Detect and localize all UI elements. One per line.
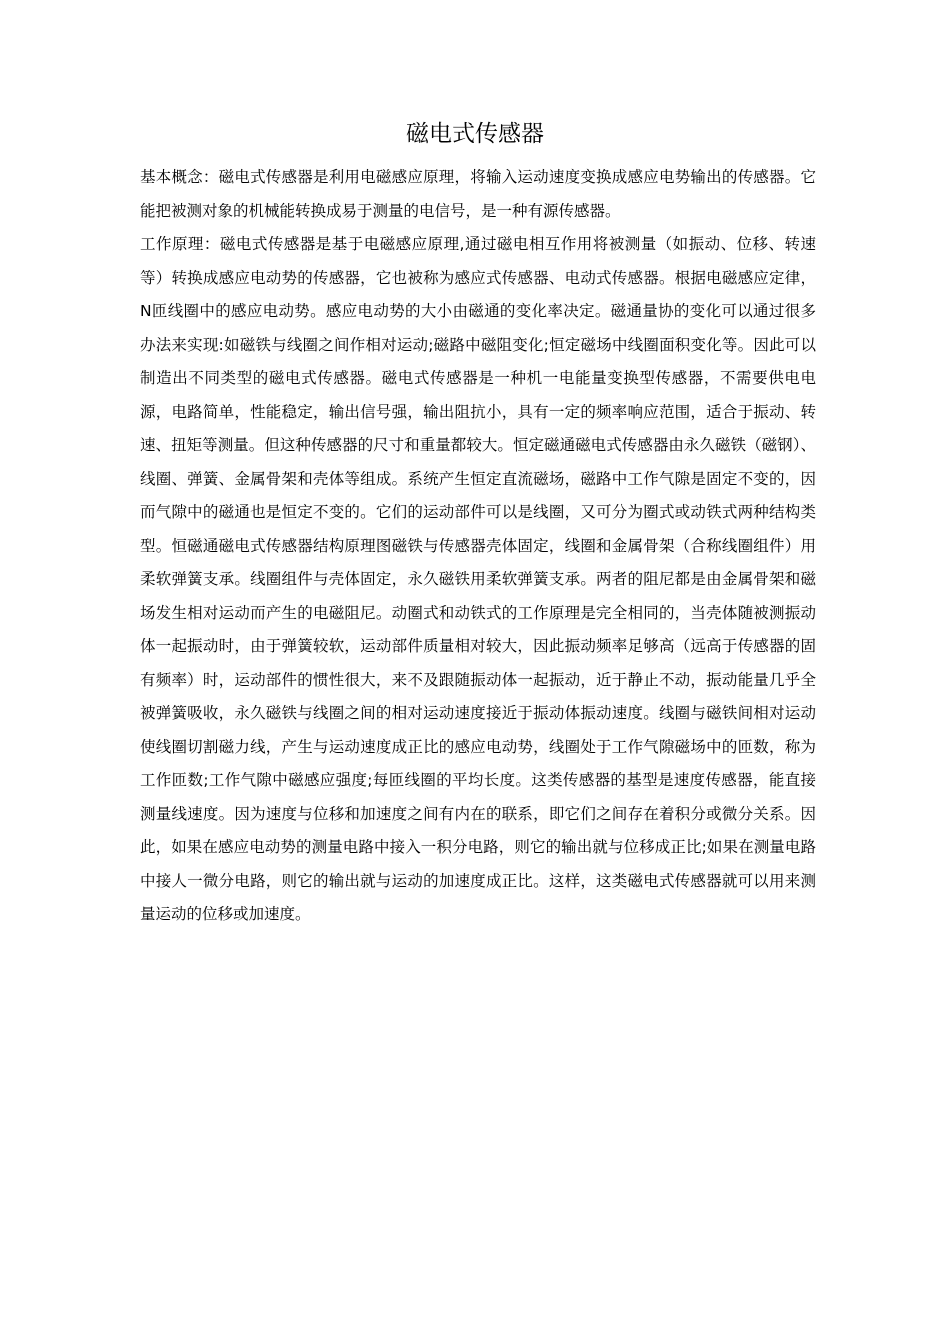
paragraph-working-principle: 工作原理：磁电式传感器是基于电磁感应原理,通过磁电相互作用将被测量（如振动、位移、转速等）转换成感应电动势的传感器，它也被称为感应式传感器、电动式传感器。根据电磁感应定律，N匝线圈中的感应电动势。感应电动势的大小由磁通的变化率决定。磁通量协的变化可以通过很多办法来实现:如磁铁与线圈之间作相对运动;磁路中磁阻变化;恒定磁场中线圈面积变化等。因此可以制造出不同类型的磁电式传感器。磁电式传感器是一种机一电能量变换型传感器，不需要供电电源，电路简单，性能稳定，输出信号强，输出阻抗小，具有一定的频率响应范围，适合于振动、转速、扭矩等测量。但这种传感器的尺寸和重量都较大。恒定磁通磁电式传感器由永久磁铁（磁钢）、线圈、弹簧、金属骨架和壳体等组成。系统产生恒定直流磁场，磁路中工作气隙是固定不变的，因而气隙中的磁通也是恒定不变的。它们的运动部件可以是线圈，又可分为圈式或动铁式两种结构类型。恒磁通磁电式传感器结构原理图磁铁与传感器壳体固定，线圈和金属骨架（合称线圈组件）用柔软弹簧支承。线圈组件与壳体固定，永久磁铁用柔软弹簧支承。两者的阻尼都是由金属骨架和磁场发生相对运动而产生的电磁阻尼。动圈式和动铁式的工作原理是完全相同的，当壳体随被测振动体一起振动时，由于弹簧较软，运动部件质量相对较大，因此振动频率足够高（远高于传感器的固有频率）时，运动部件的惯性很大，来不及跟随振动体一起振动，近于静止不动，振动能量几乎全被弹簧吸收，永久磁铁与线圈之间的相对运动速度接近于振动体振动速度。线圈与磁铁间相对运动使线圈切割磁力线，产生与运动速度成正比的感应电动势，线圈处于工作气隙磁场中的匝数，称为工作匝数;工作气隙中磁感应强度;每匝线圈的平均长度。这类传感器的基型是速度传感器，能直接测量线速度。因为速度与位移和加速度之间有内在的联系，即它们之间存在着积分或微分关系。因此，如果在感应电动势的测量电路中接入一积分电路，则它的输出就与位移成正比;如果在测量电路中接人一微分电路，则它的输出就与运动的加速度成正比。这样，这类磁电式传感器就可以用来测量运动的位移或加速度。 <box>140 235 816 923</box>
document-body <box>140 161 816 932</box>
document-title: 磁电式传感器 <box>406 121 544 147</box>
paragraph-basic-concept: 基本概念：磁电式传感器是利用电磁感应原理，将输入运动速度变换成感应电势输出的传感器。它能把被测对象的机械能转换成易于测量的电信号，是一种有源传感器。 <box>140 168 816 220</box>
